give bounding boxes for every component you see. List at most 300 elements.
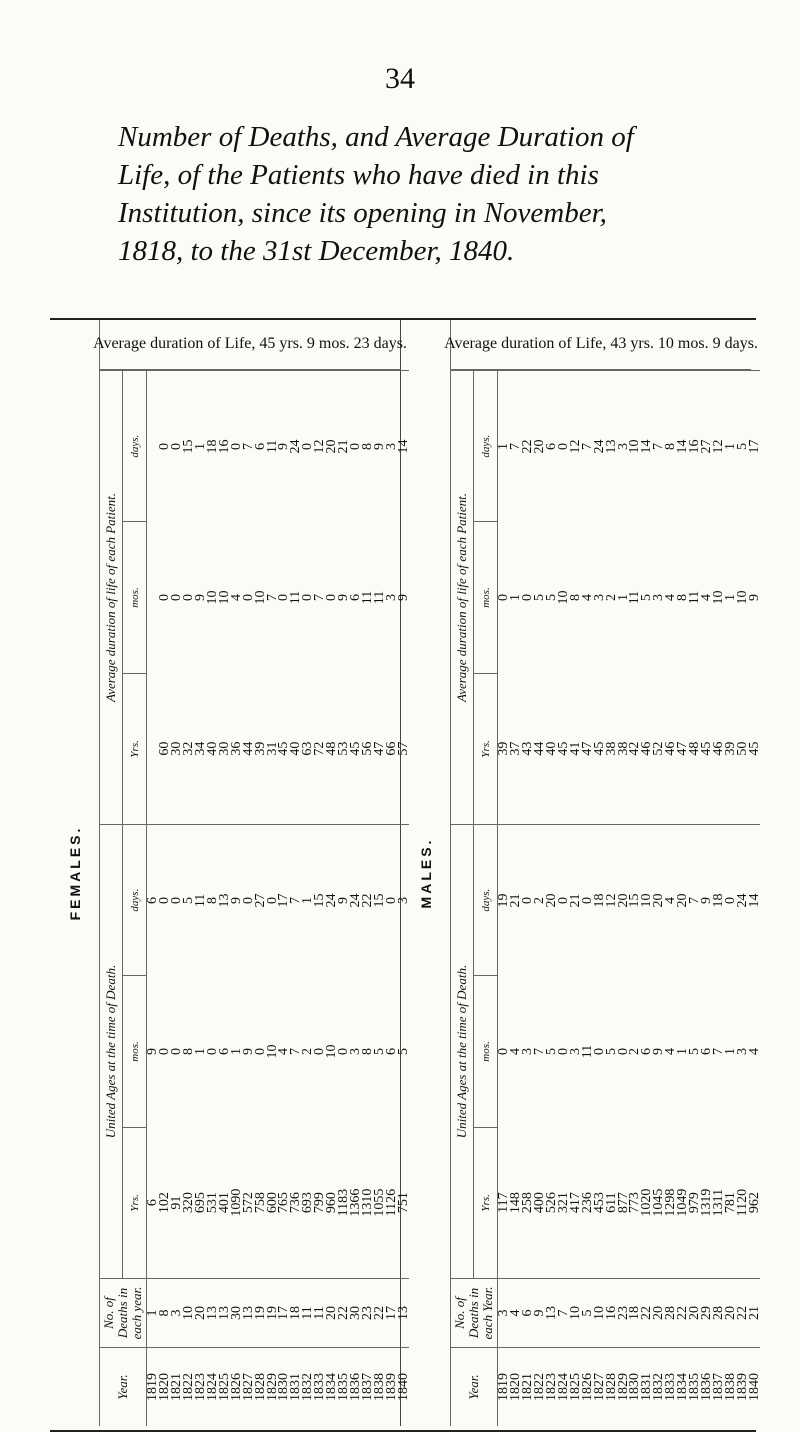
table-cell: 10 [593,1279,605,1348]
table-cell: 1827 [242,1348,254,1427]
table-cell: 979 [686,1192,702,1214]
year-header: Year. [100,1348,147,1427]
table-cell: 1 [228,1048,244,1056]
table-cell: 17 [385,1279,397,1348]
table-cell: 0 [558,825,570,976]
table-cell: 9 [534,1279,546,1348]
table-cell: 18 [629,1279,641,1348]
table-cell: 18 [290,1279,302,1348]
table-cell: 1825 [218,1348,230,1427]
table-cell: 1819 [147,1348,159,1427]
table-cell: 13 [397,1279,409,1348]
table-cell: 2 [534,825,546,976]
table-cell: 5 [183,825,195,976]
year-header: Year. [451,1348,498,1427]
table-cell: 1837 [712,1348,724,1427]
table-cell: 10 [252,590,268,605]
united-ages-header: United Ages at the time of Death. [100,825,123,1279]
table-cell: 236 [579,1192,595,1214]
table-cell: 39 [252,741,268,756]
table-cell: 1049 [675,1188,691,1217]
table-cell: 11 [686,590,702,605]
table-cell: 10 [641,825,653,976]
unit-header: days. [474,371,498,522]
table-cell: 15 [373,825,385,976]
table-cell: 47 [579,741,595,756]
unit-header: Yrs. [474,673,498,824]
table-cell: 1840 [748,1348,760,1427]
table-cell: 19 [254,1279,266,1348]
unit-header: mos. [123,976,147,1127]
table-cell: 39 [722,741,738,756]
table-cell: 13 [546,1279,558,1348]
table-cell: 1824 [558,1348,570,1427]
table-cell: 30 [216,741,232,756]
table-cell: 3 [171,1279,183,1348]
table-cell: 0 [240,594,256,602]
females-summary [93,320,407,370]
females-label: FEMALES. [50,320,100,1426]
table-cell: 9 [373,371,385,522]
table-cell: 22 [736,1279,748,1348]
table-cell: 7 [288,1048,304,1056]
table-cell: 1020 [639,1188,655,1217]
table-cell: 1 [722,1048,738,1056]
table-cell: 36 [228,741,244,756]
table-cell: 9 [746,594,762,602]
table-cell: 32 [181,741,197,756]
table-cell: 15 [314,825,326,976]
table-cell: 20 [617,825,629,976]
table-cell: 1828 [254,1348,266,1427]
table-cell: 38 [603,741,619,756]
table-cell: 11 [627,590,643,605]
table-cell: 5 [639,594,655,602]
table-cell: 11 [195,825,207,976]
table-cell: 758 [252,1192,268,1214]
table-cell: 24 [736,825,748,976]
table-cell: 8 [675,594,691,602]
table-cell: 27 [254,825,266,976]
table-cell: 63 [300,741,316,756]
table-cell: 91 [169,1195,185,1210]
table-cell: 0 [300,594,316,602]
table-cell: 401 [216,1192,232,1214]
table-cell: 31 [264,741,280,756]
table-cell: 30 [230,1279,242,1348]
table-cell: 15 [183,371,195,522]
deaths-header: No. of Deaths in each year. [100,1279,147,1348]
table-cell: 18 [207,371,219,522]
table-cell: 48 [324,741,340,756]
table-cell: 6 [145,1199,161,1207]
table-cell: 1832 [302,1348,314,1427]
table-cell: 1055 [371,1188,387,1217]
table-cell: 693 [300,1192,316,1214]
table-cell: 13 [207,1279,219,1348]
table-cell: 1833 [314,1348,326,1427]
table-cell: 611 [603,1192,619,1213]
table-cell: 18 [593,825,605,976]
table-cell: 23 [617,1279,629,1348]
table-cell: 148 [508,1192,524,1214]
table-cell: 1822 [534,1348,546,1427]
table-cell: 14 [641,371,653,522]
table-cell: 10 [216,590,232,605]
table-cell: 0 [349,371,361,522]
table-cell: 736 [288,1192,304,1214]
table-cell: 52 [651,741,667,756]
table-cell: 1823 [546,1348,558,1427]
table-cell: 9 [278,371,290,522]
table-cell: 1832 [653,1348,665,1427]
table-cell: 6 [147,825,159,976]
table-cell: 45 [347,741,363,756]
table-cell: 22 [522,371,534,522]
table-cell: 1833 [665,1348,677,1427]
table-cell: 6 [216,1048,232,1056]
table-cell: 40 [544,741,560,756]
females-section [50,320,411,1426]
table-cell: 1298 [663,1188,679,1217]
table-cell: 14 [677,371,689,522]
table-cell: 1820 [510,1348,522,1427]
table-cell: 0 [157,594,173,602]
table-cell: 695 [193,1192,209,1214]
table-cell: 10 [264,1044,280,1059]
table-cell: 1834 [326,1348,338,1427]
table-cell: 0 [266,825,278,976]
table-cell: 1 [615,594,631,602]
table-cell: 3 [498,1279,510,1348]
table-cell: 1834 [677,1348,689,1427]
table-cell: 0 [205,1048,221,1056]
table-cell: 24 [593,371,605,522]
table-cell: 4 [508,1048,524,1056]
unit-header: mos. [474,976,498,1127]
table-cell: 45 [698,741,714,756]
table-cell: 4 [663,1048,679,1056]
table-cell: 0 [230,371,242,522]
table-cell: 20 [326,1279,338,1348]
table-cell: 24 [326,825,338,976]
table-cell: 66 [383,741,399,756]
table-cell: 38 [615,741,631,756]
table-cell: 9 [338,825,350,976]
table-cell: 20 [195,1279,207,1348]
table-cell: 1366 [347,1188,363,1217]
table-row [748,371,760,1427]
table-cell: 6 [254,371,266,522]
table-cell: 28 [712,1279,724,1348]
table-cell: 17 [278,1279,290,1348]
table-cell: 10 [556,590,572,605]
table-cell: 5 [581,1279,593,1348]
table-cell: 9 [335,594,351,602]
table-cell: 0 [558,371,570,522]
table-cell: 19 [266,1279,278,1348]
table-cell: 1 [722,594,738,602]
table-cell: 4 [510,1279,522,1348]
table-cell: 20 [689,1279,701,1348]
table-cell: 0 [312,1048,328,1056]
table-cell: 1319 [698,1188,714,1217]
table-cell: 1825 [569,1348,581,1427]
table-cell: 4 [663,594,679,602]
table-cell: 5 [544,594,560,602]
table-cell: 0 [335,1048,351,1056]
table-cell: 6 [522,1279,534,1348]
table-cell: 8 [207,825,219,976]
table-cell: 11 [288,590,304,605]
table-cell: 13 [605,371,617,522]
unit-header: Yrs. [123,1127,147,1278]
table-cell: 12 [605,825,617,976]
table-cell: 45 [746,741,762,756]
table-cell: 1824 [207,1348,219,1427]
table-cell: 1 [724,371,736,522]
table-cell: 1835 [689,1348,701,1427]
table-cell: 0 [615,1048,631,1056]
table-cell: 30 [169,741,185,756]
table-cell: 44 [532,741,548,756]
table-cell: 57 [395,741,411,756]
unit-header: days. [474,825,498,976]
table-cell: 20 [546,825,558,976]
table-cell: 7 [581,371,593,522]
table-cell: 0 [581,825,593,976]
table-cell: 1126 [383,1188,399,1217]
average-summary-text: Average duration of Life, 45 yrs. 9 mos. 23 days. [93,335,407,353]
table-cell: 8 [181,1048,197,1056]
table-cell: 18 [712,825,724,976]
males-summary [444,320,758,370]
table-cell: 16 [605,1279,617,1348]
table-cell: 7 [689,825,701,976]
table-cell: 0 [276,594,292,602]
table-cell: 72 [312,741,328,756]
table-cell: 1830 [629,1348,641,1427]
table-cell: 10 [629,371,641,522]
males-section [401,320,762,1426]
table-cell: 47 [675,741,691,756]
table-cell: 1090 [228,1188,244,1217]
table-cell: 3 [567,1048,583,1056]
table-cell: 45 [591,741,607,756]
table-cell: 1828 [605,1348,617,1427]
table-cell: 4 [665,825,677,976]
mortality-table [50,318,762,1432]
table-cell: 24 [290,371,302,522]
table-cell: 1839 [736,1348,748,1427]
table-cell: 117 [496,1192,512,1213]
table-cell: 258 [520,1192,536,1214]
table-cell: 46 [710,741,726,756]
table-cell: 21 [569,825,581,976]
table-cell: 11 [359,590,375,605]
table-cell: 5 [544,1048,560,1056]
table-cell: 0 [159,371,171,522]
table-cell: 11 [314,1279,326,1348]
table-cell: 16 [689,371,701,522]
table-cell: 9 [651,1048,667,1056]
table-cell: 22 [373,1279,385,1348]
table-cell: 531 [205,1192,221,1214]
table-cell: 6 [546,371,558,522]
table-cell: 14 [748,825,760,976]
table-cell: 1183 [335,1188,351,1217]
unit-header: mos. [474,522,498,673]
table-cell: 5 [686,1048,702,1056]
table-cell: 1 [147,1279,159,1348]
table-cell: 22 [641,1279,653,1348]
males-label: MALES. [401,320,451,1426]
table-cell: 1831 [290,1348,302,1427]
table-cell: 0 [302,371,314,522]
table-cell: 4 [746,1048,762,1056]
table-cell: 45 [276,741,292,756]
table-cell: 5 [736,371,748,522]
table-cell: 45 [556,741,572,756]
table-cell: 27 [700,371,712,522]
table-cell: 20 [724,1279,736,1348]
table-cell: 321 [556,1192,572,1214]
table-cell: 42 [627,741,643,756]
table-cell: 40 [288,741,304,756]
table-cell: 3 [383,594,399,602]
table-cell: 10 [710,590,726,605]
table-cell: 1830 [278,1348,290,1427]
table-cell: 22 [361,825,373,976]
table-cell: 47 [371,741,387,756]
table-cell: 6 [639,1048,655,1056]
table-cell: 0 [157,1048,173,1056]
table-cell: 21 [510,825,522,976]
table-cell: 1 [302,825,314,976]
unit-header: days. [123,371,147,522]
table-cell: 572 [240,1192,256,1214]
table-cell: 0 [171,825,183,976]
table-cell: 877 [615,1192,631,1214]
table-cell: 3 [397,825,409,976]
table-cell: 56 [359,741,375,756]
table-cell: 1045 [651,1188,667,1217]
table-cell: 1836 [700,1348,712,1427]
table-cell: 0 [522,825,534,976]
table-cell: 11 [371,590,387,605]
table-cell: 1821 [522,1348,534,1427]
table-cell: 320 [181,1192,197,1214]
table-cell: 24 [349,825,361,976]
table-cell: 6 [698,1048,714,1056]
table-cell: 0 [242,825,254,976]
table-cell: 10 [205,590,221,605]
table-cell: 8 [361,371,373,522]
table-cell: 1829 [266,1348,278,1427]
table-cell: 1 [675,1048,691,1056]
table-cell: 9 [700,825,712,976]
table-cell: 765 [276,1192,292,1214]
table-cell: 600 [264,1192,280,1214]
table-cell: 53 [335,741,351,756]
table-cell: 20 [534,371,546,522]
table-cell: 10 [734,590,750,605]
table-cell: 1 [195,371,207,522]
table-cell: 0 [724,825,736,976]
table-cell: 12 [712,371,724,522]
table-cell: 60 [157,741,173,756]
table-cell: 19 [498,825,510,976]
table-cell: 1826 [230,1348,242,1427]
table-cell: 21 [338,371,350,522]
unit-header: days. [123,825,147,976]
unit-header: mos. [123,522,147,673]
table-cell: 29 [700,1279,712,1348]
table-cell: 0 [385,825,397,976]
table-cell: 0 [252,1048,268,1056]
table-cell: 5 [395,1048,411,1056]
table-cell: 10 [569,1279,581,1348]
table-cell: 20 [653,1279,665,1348]
table-cell: 773 [627,1192,643,1214]
table-cell: 0 [171,371,183,522]
table-cell: 10 [183,1279,195,1348]
table-cell: 7 [710,1048,726,1056]
table-cell: 960 [324,1192,340,1214]
table-cell: 3 [520,1048,536,1056]
average-duration-header: Average duration of life of each Patient. [100,371,123,825]
table-cell: 10 [324,1044,340,1059]
table-cell: 4 [698,594,714,602]
average-duration-header: Average duration of life of each Patient. [451,371,474,825]
table-cell: 21 [748,1279,760,1348]
table-cell: 4 [228,594,244,602]
table-cell: 30 [349,1279,361,1348]
table-cell: 7 [510,371,522,522]
table-cell: 22 [338,1279,350,1348]
table-cell: 1838 [373,1348,385,1427]
united-ages-header: United Ages at the time of Death. [451,825,474,1279]
table-cell: 7 [312,594,328,602]
table-cell: 526 [544,1192,560,1214]
table-cell: 799 [312,1192,328,1214]
table-cell: 400 [532,1192,548,1214]
table-cell: 3 [617,371,629,522]
table-cell: 1831 [641,1348,653,1427]
table-cell: 1839 [385,1348,397,1427]
table-cell: 0 [159,825,171,976]
table-cell: 1822 [183,1348,195,1427]
table-cell: 46 [663,741,679,756]
table-cell: 3 [347,1048,363,1056]
table-cell: 3 [591,594,607,602]
table-cell: 2 [300,1048,316,1056]
table-cell: 8 [359,1048,375,1056]
table-cell: 0 [496,594,512,602]
table-cell: 9 [193,594,209,602]
deaths-header: No. of Deaths in each Year. [451,1279,498,1348]
table-cell: 13 [218,825,230,976]
table-cell: 1838 [724,1348,736,1427]
table-cell: 9 [240,1048,256,1056]
table-cell: 8 [159,1279,171,1348]
table-cell: 41 [567,741,583,756]
table-cell: 22 [677,1279,689,1348]
table-cell: 8 [567,594,583,602]
table-cell: 417 [567,1192,583,1214]
table-cell: 48 [686,741,702,756]
table-cell: 1823 [195,1348,207,1427]
